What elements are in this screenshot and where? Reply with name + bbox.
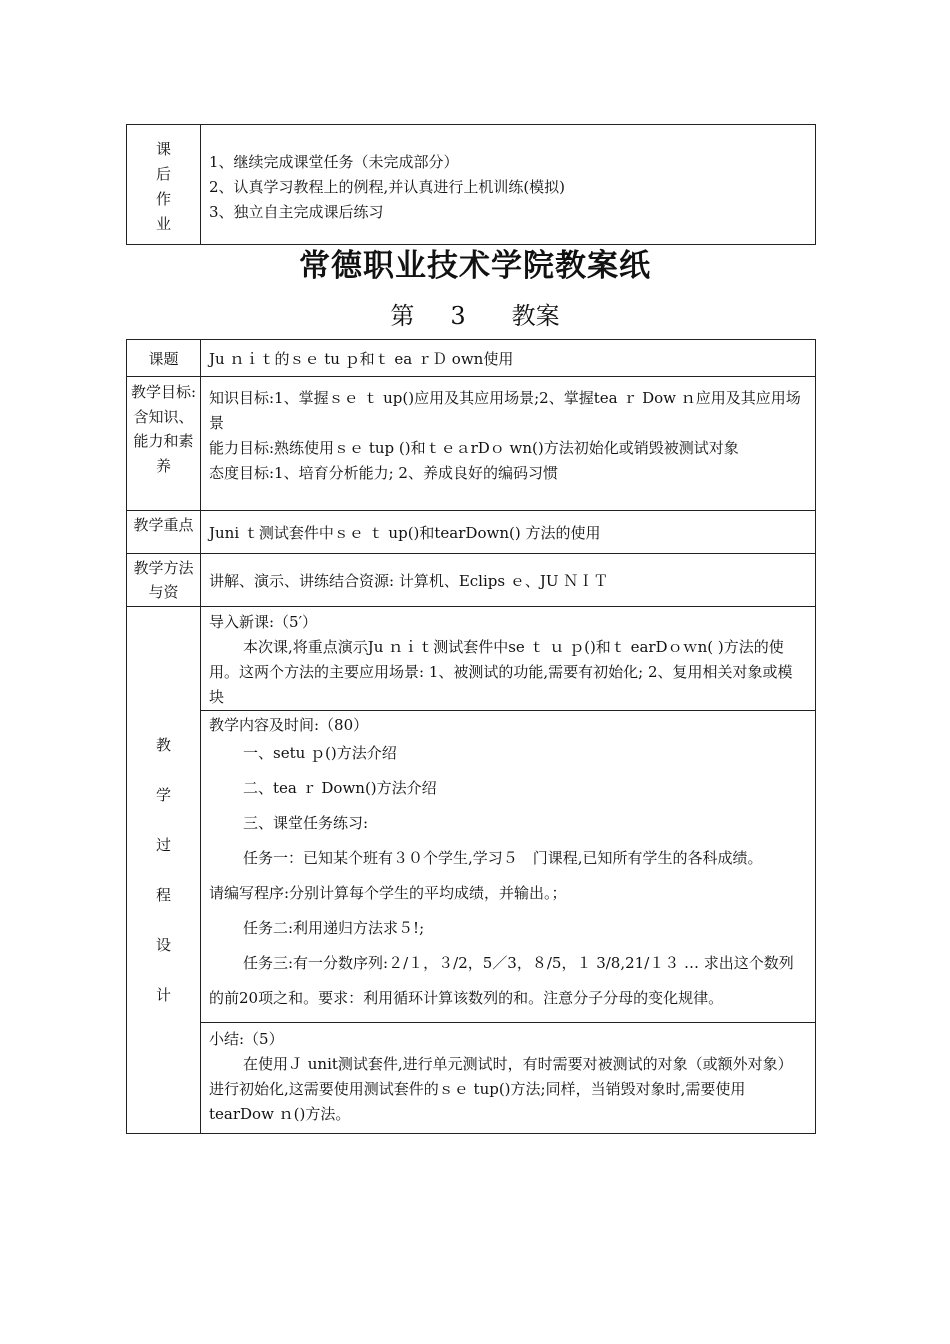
topic-label: 课题 [127, 340, 201, 377]
lesson-suffix: 教案 [511, 302, 560, 330]
objectives-label: 教学目标: 含知识、能力和素养 [127, 377, 201, 511]
process-label-char: 程 [155, 886, 171, 904]
homework-label-char: 后 [155, 164, 171, 183]
content-line: 任务三:有一分数序列:２/１，３/2，5／3，８/5，１ 3/8,21/１３ … 求出这个数列 [243, 954, 794, 972]
lesson-prefix: 第 [390, 302, 415, 330]
intro-heading: 导入新课:（5′） [209, 613, 318, 631]
key-points-label: 教学重点 [127, 511, 201, 554]
ability-objective: 能力目标:熟练使用ｓｅ tup ()和ｔｅａrDｏ wn()方法初始化或销毁被测试对象 [209, 439, 739, 457]
process-label-char: 过 [155, 836, 171, 854]
content-section [201, 711, 816, 1023]
content-line: 的前20项之和。要求：利用循环计算该数列的和。注意分子分母的变化规律。 [209, 989, 724, 1007]
homework-label [127, 125, 201, 245]
attitude-objective: 态度目标:1、培育分析能力; 2、养成良好的编码习惯 [209, 464, 558, 482]
content-line: 二、tea ｒ Down()方法介绍 [243, 779, 437, 797]
content-line: 任务二:利用递归方法求５!; [243, 919, 425, 937]
process-label-char: 计 [155, 986, 171, 1004]
homework-label-char: 作 [155, 189, 171, 208]
content-line: 三、课堂任务练习: [243, 814, 369, 832]
knowledge-objective: 知识目标:1、掌握ｓｅ ｔ up()应用及其应用场景;2、掌握tea ｒ Dow ｎ应用及其应用场景 [209, 389, 801, 432]
process-label [127, 607, 201, 1134]
homework-content [201, 125, 816, 245]
content-line: 请编写程序:分别计算每个学生的平均成绩，并输出。； [209, 884, 567, 902]
homework-item: 2、认真学习教程上的例程,并认真进行上机训练(模拟) [209, 178, 566, 196]
content-line: 任务一：已知某个班有３０个学生,学习５ 门课程,已知所有学生的各科成绩。 [243, 849, 763, 867]
objectives-content [201, 377, 816, 511]
summary-section [201, 1023, 816, 1134]
process-label-char: 设 [155, 936, 171, 954]
content-line: 一、setu ｐ()方法介绍 [243, 744, 397, 762]
lesson-number-title [0, 296, 950, 331]
summary-heading: 小结:（5） [209, 1030, 284, 1048]
key-points-value: Juni ｔ测试套件中ｓｅ ｔ up()和tearDown() 方法的使用 [201, 511, 816, 554]
content-heading: 教学内容及时间:（80） [209, 716, 369, 734]
summary-body: 在使用Ｊ unit测试套件,进行单元测试时，有时需要对被测试的对象（或额外对象）进行初始化,这需要使用测试套件的ｓｅ tup()方法;同样，当销毁对象时,需要使用tearDow ｎ()方法。 [209, 1055, 793, 1123]
homework-label-char: 业 [155, 214, 171, 233]
document-title: 常德职业技术学院教案纸 [299, 248, 651, 284]
methods-label: 教学方法与资 [127, 554, 201, 607]
intro-section [201, 607, 816, 711]
intro-body: 本次课,将重点演示Ju ｎｉｔ测试套件中se ｔ ｕ ｐ()和ｔ earDｏｗn( )方法的使用。这两个方法的主要应用场景: 1、被测试的功能,需要有初始化; 2、复用相关对象或模块 [209, 638, 793, 706]
methods-value: 讲解、演示、讲练结合资源: 计算机、Eclips ｅ、JU ＮＩＴ [201, 554, 816, 607]
lesson-plan-table [126, 339, 816, 1134]
process-label-char: 学 [155, 786, 171, 804]
homework-item: 1、继续完成课堂任务（未完成部分） [209, 153, 459, 171]
topic-value: Ju ｎｉｔ的ｓｅ tu ｐ和ｔ ea ｒＤ own使用 [201, 340, 816, 377]
homework-label-char: 课 [155, 139, 171, 158]
lesson-number: 3 [450, 302, 466, 330]
homework-item: 3、独立自主完成课后练习 [209, 203, 384, 221]
process-label-char: 教 [155, 736, 171, 754]
homework-table [126, 124, 816, 245]
